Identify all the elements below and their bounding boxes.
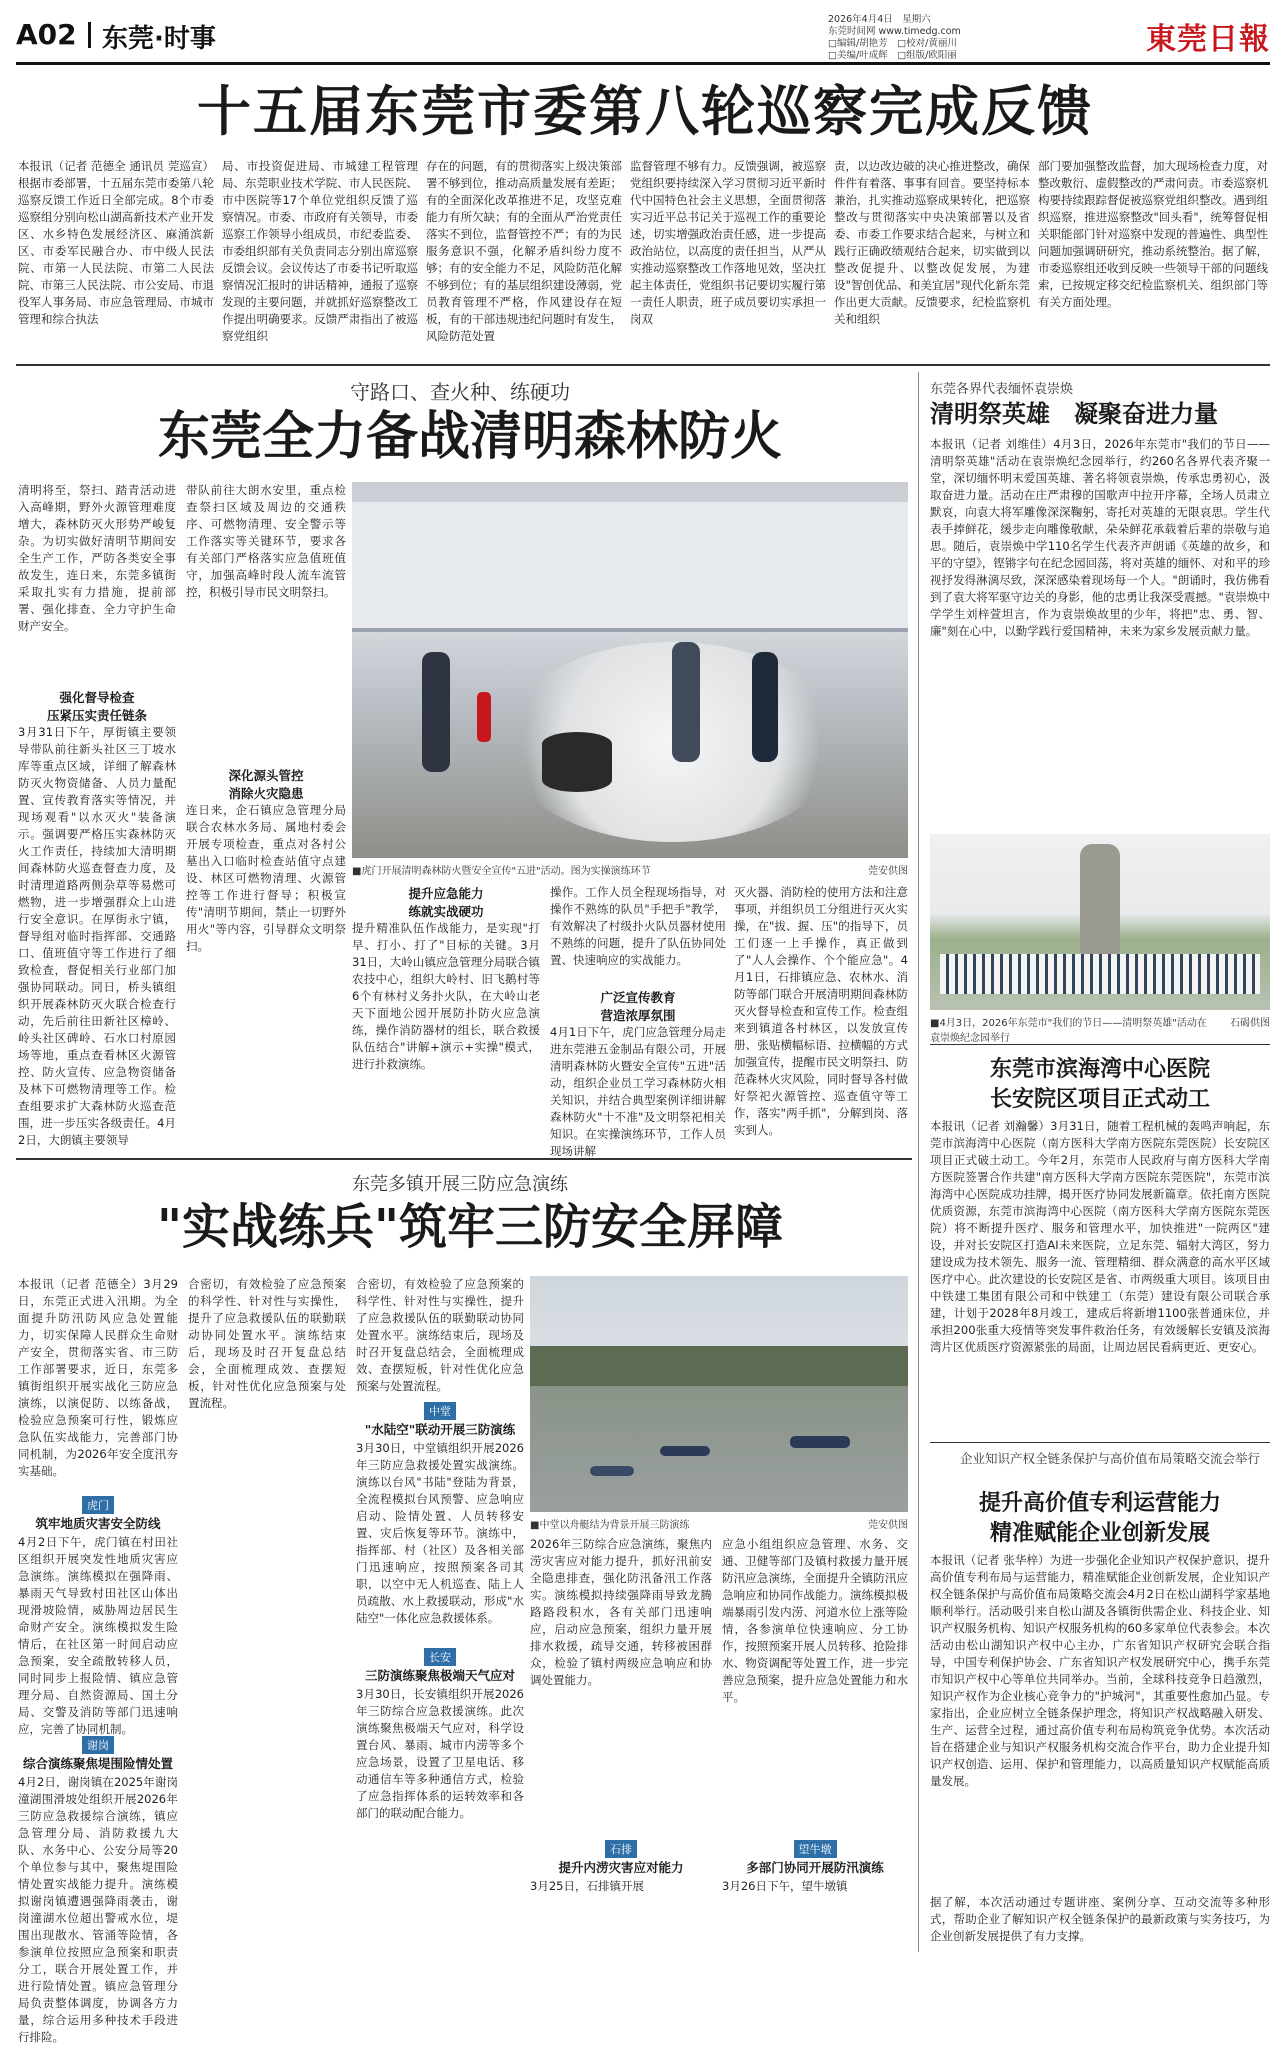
story1-col1: 本报讯（记者 范德全 通讯员 莞巡宣）根据市委部署，十五届东莞市委第八轮巡察反馈工作近日全部完成。8个市委巡察组分别向松山湖高新技术产业开发区、水乡特色发展经济区、麻涌滨新区、市委军民融合办、市中级人民法院、市第一人民法院、市第二人民法院、市第三人民法院、市公安局、市退役军人事务局、市应急管理局、市城市管理和综合执法 [18,159,214,326]
issue-date: 2026年4月4日 星期六 [828,14,931,25]
story6-headline: 提升高价值专利运营能力 精准赋能企业创新发展 [978,1490,1221,1546]
page-code: A02 [16,18,77,51]
story2-col2c: 连日来，企石镇应急管理分局联合农林水务局、属地村委会开展专项检查，重点对各村公墓出入口临时检查站值守点建设、林区可燃物清理、火源管控等工作进行督导；积极宣传"清明节期间，禁止一切野外用火"等内容，引导群众文明祭扫。 [186,803,346,953]
story4-headline: 清明祭英雄 凝聚奋进力量 [930,399,1218,428]
story5-body: 本报讯（记者 刘瀚馨）3月31日，随着工程机械的轰鸣声响起，东莞市滨海湾中心医院（南方医科大学南方医院东莞医院）长安院区项目正式破土动工。今年2月，东莞市人民政府与南方医科大学南方医院签署合作共建"南方医科大学南方医院东莞医院"，东莞市滨海湾中心医院成功挂牌，揭开医疗协同发展新篇章。依托南方医院优质资源，东莞市滨海湾中心医院（南方医科大学南方医院东莞医院）将不断提升医疗、服务和管理水平，加快推进"一院两区"建设，并对长安院区打造AI未来医院，立足东莞、辐射大湾区，努力建设成为技术领先、服务一流、管理精细、群众满意的高水平区域医疗中心。此次建设的长安院区是省、市两级重大项目。该项目由中铁建工集团有限公司和中铁建工（东莞）建设有限公司联合承建，计划于2028年8月竣工，建成后将新增1100张普通床位，并承担200张重大疫情等突发事件救治任务，有效缓解长安镇及滨海湾片区优质医疗资源紧张的局面，让周边居民看病更近、更安心。 [930,1119,1270,1354]
masthead-logo: 東莞日報 [1146,22,1270,57]
tag-humen: 虎门 [82,1496,114,1514]
site-url: 东莞时间网 www.timedg.com [828,26,961,37]
story2-headline: 东莞全力备战清明森林防火 [157,406,782,467]
editor-line: □编辑/胡艳芳 □校对/黄丽川 [828,38,957,49]
story1-col3: 存在的问题，有的贯彻落实上级决策部署不够到位，推动高质量发展有差距；有的全面深化改革推进不足，攻坚克难能力有所欠缺；有的全面从严治党责任落实不到位，监督管控不严；有的为民服务意识不强，化解矛盾纠纷力度不够；有的安全能力不足，风险防范化解不够到位；有的基层组织建设薄弱，党员教育管理不严格，作风建设存在短板，有的干部违规违纪问题时有发生，风险防范处置 [426,159,622,343]
story2-sub1: 强化督导检查 压紧压实责任链条 [46,690,147,723]
story2-col3c: 提升精准队伍作战能力，是实现"打早、打小、打了"目标的关键。3月31日，大岭山镇应急管理分局联合镇农技中心，组织大岭村、旧飞鹅村等6个有林村义务扑火队，在大岭山老天下面地公园开展防扑防火应急演练，操作消防器材的组长，联合救援队伍结合"讲解+演示+实操"模式，进行扑救演练。 [352,921,540,1071]
river-drill-photo [530,1276,908,1512]
tag-zhongtang: 中堂 [424,1402,456,1420]
tag-wangniudun: 望牛墩 [794,1840,837,1858]
section-name: 东莞·时事 [102,24,216,54]
story2-sub3: 提升应急能力 练就实战硬功 [408,886,484,919]
header-rule [16,62,1270,65]
story2-col2b: 带队前往大朗水安里，重点检查祭扫区域及周边的交通秩序、可燃物清理、安全警示等工作落实等关键环节，要求各有关部门严格落实应急值班值守，加强高峰时段人流车流管控，积极引导市民文明祭扫。 [186,483,346,599]
story2-col4c: 4月1日下午，虎门应急管理分局走进东莞港五金制品有限公司，开展清明森林防火暨安全宣传"五进"活动，组织企业员工学习森林防火相关知识，并结合典型案例详细讲解森林防火"十不准"及文明祭祀相关知识。在实操演练环节，工作人员现场讲解 [550,1025,726,1158]
story4-bottom-rule [930,1044,1270,1045]
tag-changan: 长安 [424,1648,456,1666]
story2-kicker: 守路口、查火种、练硬功 [350,380,570,404]
story3-kicker: 东莞多镇开展三防应急演练 [352,1174,568,1195]
story1-headline: 十五届东莞市委第八轮巡察完成反馈 [197,79,1093,143]
person-figure [672,642,700,762]
tag-xiegang: 谢岗 [82,1736,114,1754]
story1-col4: 监督管理不够有力。反馈强调，被巡察党组织要持续深入学习贯彻习近平新时代中国特色社会主义思想，全面贯彻落实习近平总书记关于巡视工作的重要论述，切实增强政治责任感，进一步提高政治站位，以高度的责任担当，从严从实推动巡察整改工作落地见效，坚决扛起主体责任，党组织书记要切实履行第一责任人职责，班子成员要切实承担一岗双 [630,159,826,326]
fire-drill-photo [352,482,908,858]
story4-body: 本报讯（记者 刘维佳）4月3日，2026年东莞市"我们的节日——清明祭英雄"活动在袁崇焕纪念园举行，约260名各界代表齐聚一堂，深切缅怀明末爱国英雄、著名将领袁崇焕，传承忠勇初心，汲取奋进力量。活动在庄严肃穆的国歌声中拉开序幕，全场人员肃立默哀，向袁大将军雕像深深鞠躬，寄托对英雄的无限哀思。学生代表手捧鲜花，缓步走向雕像敬献，朵朵鲜花承载着后辈的崇敬与追思。随后，袁崇焕中学110名学生代表齐声朗诵《英雄的故乡，和平的守望》，铿锵字句在纪念园回荡，将对英雄的缅怀、对和平的珍视抒发得淋漓尽致，深深感染着现场每一个人。"朗诵时，我仿佛看到了袁大将军驱守边关的身影，他的忠勇让我深受震撼。"袁崇焕中学学生刘梓萱坦言，作为袁崇焕故里的少年，将把"忠、勇、智、廉"刻在心中，以勤学践行爱国精神，未来为家乡发展贡献力量。 [930,437,1270,638]
boat-icon [590,1466,634,1476]
story3-tag-zhongtang [356,1400,524,1420]
story6-tail: 据了解，本次活动通过专题讲座、案例分享、互动交流等多种形式，帮助企业了解知识产权全链条保护的最新政策与实务技巧，为企业创新发展提供了有力支撑。 [930,1895,1270,1943]
vertical-divider [918,372,919,1952]
story3-body5: 3月25日，石排镇开展 [530,1879,644,1893]
memorial-photo-credit: 石碣供图 [1230,1018,1270,1029]
story4-kicker: 东莞各界代表缅怀袁崇焕 [930,382,1074,397]
crowd-rows [940,954,1260,994]
section-divider-icon [88,22,91,48]
editor-line-2: □美编/叶成辉 □组版/欧阳丽 [828,50,957,61]
extinguisher-icon [477,692,491,742]
boat-icon [660,1446,710,1456]
story3-col3 [356,1276,524,1396]
treeline [530,1346,908,1386]
fire-photo-caption: ■虎门开展清明森林防火暨安全宣传"五进"活动。图为实操演练环节 [352,866,651,877]
story6-kicker: 企业知识产权全链条保护与高价值布局策略交流会举行 [959,1451,1260,1466]
story5-headline: 东莞市滨海湾中心医院 长安院区项目正式动工 [989,1056,1210,1112]
memorial-photo [930,834,1270,1010]
person-figure [752,652,778,762]
story3-col3-text: 合密切，有效检验了应急预案的科学性、针对性与实操性，提升了应急救援队伍的联勤联动协同处置水平。演练结束后，现场及时召开复盘总结会，全面梳理成效、查摆短板，针对性优化应急预案与处置流程。 [188,1277,346,1410]
story3-sub5: 提升内涝灾害应对能力 [558,1860,684,1875]
story3-body1: 4月2日下午，虎门镇在村田社区组织开展突发性地质灾害应急演练。演练模拟在强降雨、暴雨天气导致村田社区山体出现滑坡险情，威胁周边居民生命财产安全。演练模拟发生险情后，在社区第一时间启动应急预案，安全疏散转移人员，同时同步上报险情、镇应急管理分局、自然资源局、国土分局、交警及消防等部门迅速响应，完善了协同机制。 [18,1535,178,1736]
story3-sec5-text: 2026年三防综合应急演练，聚焦内涝灾害应对能力提升，抓好汛前安全隐患排查，强化防汛备汛工作落实。演练模拟持续强降雨导致龙腾路路段积水，各有关部门迅速响应，启动应急预案，组织力量开展排水救援，疏导交通，转移被困群众，检验了镇村两级应急响应和协调处置能力。 [530,1537,712,1687]
river-photo-credit: 莞安供图 [868,1520,908,1531]
story2-lead: 清明将至，祭扫、踏青活动进入高峰期，野外火源管理难度增大，森林防灭火形势严峻复杂。为切实做好清明节期间安全生产工作，严防各类安全事故发生，连日来，东莞多镇街采取扎实有力措施，提前部署、强化排查、全力守护生命财产安全。 [18,483,176,633]
story1-col2: 局、市投资促进局、市城建工程管理局、东莞职业技术学院、市人民医院、市中医院等17个单位党组织反馈了巡察情况。市委、市政府有关领导，市委巡察工作领导小组成员，市纪委监委、市委组织部有关负责同志分别出席巡察反馈会议。会议传达了市委书记听取巡察情况汇报时的讲话精神，通报了巡察发现的主要问题，并就抓好巡察整改工作提出明确要求。反馈严肃指出了被巡察党组织 [222,159,418,343]
story3-col3-body: 合密切，有效检验了应急预案的科学性、针对性与实操性，提升了应急救援队伍的联勤联动协同处置水平。演练结束后，现场及时召开复盘总结会，全面梳理成效、查摆短板，针对性优化应急预案与处置流程。 [356,1277,524,1393]
story1-col6: 部门要加强整改监督，加大现场检查力度，对整改敷衍、虚假整改的严肃问责。市委巡察机构要持续跟踪督促被巡察党组织整改。遇到组织巡察，推进巡察整改"回头看"，统筹督促相关职能部门针对巡察中发现的普遍性、典型性问题加强调研研究，推动系统整治。据了解，市委巡察组还收到反映一些领导干部的问题线索，已按规定移交纪检监察机关、组织部门等有关方面处理。 [1038,159,1268,309]
story3-body4: 3月30日，长安镇组织开展2026年三防综合应急救援演练。此次演练聚焦极端天气应对，科学设置台风、暴雨、城市内涝等多个应急场景，设置了卫星电话、移动通信车等多种通信方式，检验了应急指挥体系的运转效率和各部门的联动配合能力。 [356,1687,524,1820]
person-figure [422,652,450,772]
story1-bottom-rule [16,364,1270,366]
story3-sub3: "水陆空"联动开展三防演练 [364,1422,516,1437]
story3-body2-a: 4月2日，谢岗镇在2025年谢岗潼湖围滑坡处组织开展2026年三防应急救援综合演练，镇应急管理分局、消防救援九大队、水务中心、公安分局等20个单位参与其中，聚焦堤围险情处置实战能力提升。演练模拟谢岗镇遭遇强降雨袭击，谢岗潼湖水位超出警戒水位，堤围出现散水、管涌等险情，各参演单位按照应急预案和职责分工，联合开展处置工作，并进行险情处置。镇应急管理分局负责整体调度，协调各方力量，综合运用多种技术手段进行排险。 [18,1775,178,2044]
river-photo-caption: ■中堂以舟艇结为背景开展三防演练 [530,1520,690,1531]
story2-col5b: 灭火器、消防栓的使用方法和注意事项，并组织员工分组进行灭火实操，在"拔、握、压"的指导下，员工们逐一上手操作，真正做到了"人人会操作、个个能应急"。4月1日，石排镇应急、农林水、消防等部门联合开展清明期间森林防灭火督导检查和宣传工作。检查组来到镇道各村林区，以发放宣传册、张贴横幅标语、拉横幅的方式加强宣传，提醒市民文明祭扫、防范森林火灾风险，同时督导各村做好祭祀火源管控、巡查值守等工作，落实"两手抓"，分解到岗、落实到人。 [734,885,908,1137]
story3-tag-humen [18,1494,178,1514]
story3-tag-shipai-wrap [530,1838,712,1858]
fire-barrel [542,732,612,792]
memorial-photo-caption: ■4月3日，2026年东莞市"我们的节日——清明祭英雄"活动在袁崇焕纪念园举行 [930,1018,1207,1044]
story3-tag-wangniudun [722,1838,908,1858]
story3-body2-b [188,1276,346,1950]
page-header [16,14,1270,61]
story5-bottom-rule [930,1442,1270,1443]
story2-sub2: 深化源头管控 消除火灾隐患 [228,768,304,801]
story3-tag-changan [356,1646,524,1666]
story2-bottom-rule [16,1158,912,1160]
story3-tag-xiegang [18,1734,178,1754]
story2-col4b: 操作。工作人员全程现场指导，对操作不熟练的队员"手把手"教学，有效解决了村级扑火队员器材使用不熟练的问题，提升了队伍协同处置、快速响应的实战能力。 [550,885,726,967]
statue-shape [1080,844,1120,954]
tag-shipai: 石排 [605,1840,637,1858]
boat-icon [790,1436,850,1448]
story3-sub4: 三防演练聚焦极端天气应对 [364,1668,515,1683]
story6-body: 本报讯（记者 张华梓）为进一步强化企业知识产权保护意识，提升高价值专利布局与运营能力，精准赋能企业创新发展，企业知识产权全链条保护与高价值布局策略交流会4月2日在松山湖科学家基地顺利举行。活动吸引来自松山湖及各镇街供需企业、科技企业、知识产权服务机构、知识产权服务机构的60多家单位代表参会。本次活动由松山湖知识产权中心主办，广东省知识产权研究会联合指导，中国专利保护协会、广东省知识产权发展研究中心，携手东莞市知识产权中心等单位共同举办。当前，全球科技竞争日趋激烈，知识产权作为企业核心竞争力的"护城河"，其重要性愈加凸显。专家指出，企业应树立全链条保护理念，将知识产权战略融入研发、生产、运营全过程，通过高价值专利布局构筑竞争优势。本次活动旨在搭建企业与知识产权服务机构交流合作平台，助力企业提升知识产权创造、运用、保护和管理能力，以高质量知识产权赋能高质量发展。 [930,1553,1270,1788]
story3-headline: "实战练兵"筑牢三防安全屏障 [156,1199,784,1255]
header-meta [828,14,1128,62]
fire-photo-credit: 莞安供图 [868,866,908,877]
story2-col1b: 3月31日下午，厚街镇主要领导带队前往新头社区三丁坡水库等重点区域，详细了解森林防灭火物资储备、人员力量配置、宣传教育落实等情况，并现场观看"以水灭火"装备演示。强调要严格压实森林防灭火工作责任，持续加大清明期间森林防火巡查督查力度，及时清理道路两侧杂草等易燃可燃物，进一步增强群众上山进行安全意识。在厚街永宁镇，督导组对临时指挥部、交通路口、值班值守等工作进行了细致检查，督促相关行业部门加强协同联动。同日，桥头镇组织开展森林防灭火联合检查行动，先后前往田新社区樟岭、岭头社区碑岭、石水口村原园场等地，重点查看林区火源管控、防火宣传、应急物资储备及林下可燃物清理等工作。检查组要求扩大森林防火巡查范围，进一步压实各级责任。4月2日，大朗镇主要领导 [18,725,176,1147]
building-shape [352,502,908,632]
story2-sub4: 广泛宣传教育 营造浓厚氛围 [600,990,676,1023]
story3-sub2: 综合演练聚焦堤围险情处置 [22,1756,173,1771]
story3-sub6: 多部门协同开展防汛演练 [746,1860,884,1875]
story3-lead: 本报讯（记者 范德全）3月29日，东莞正式进入汛期。为全面提升防汛防风应急处置能力，切实保障人民群众生命财产安全，贯彻落实省、市三防工作部署要求，近日，东莞多镇街组织开展实战化三防应急演练，以演促防、以练备战，检验应急预案可行性，锻炼应急队伍实战能力，完善部门协同机制，为2026年安全度汛夯实基础。 [18,1277,178,1478]
story1-col5: 责，以边改边破的决心推进整改，确保件件有着落、事事有回音。要坚持标本兼治，扎实推动巡察成果转化，把巡察整改与贯彻落实中央决策部署以及省委、市委工作要求结合起来，与树立和践行正确政绩观结合起来，切实做到以整改促提升、以整改促发展，为建设"智创优品、和美宜居"现代化新东莞作出更大贡献。反馈要求，纪检监察机关和组织 [834,159,1030,326]
story3-body6: 3月26日下午，望牛墩镇 [722,1879,848,1893]
story3-sub1: 筑牢地质灾害安全防线 [35,1516,161,1531]
story3-col6a: 应急小组组织应急管理、水务、交通、卫健等部门及镇村救援力量开展防汛应急演练，全面提升全镇防汛应急响应和协同作战能力。演练模拟极端暴雨引发内涝、河道水位上涨等险情，各参演单位快速响应、分工协作，按照预案开展人员转移、抢险排水、物资调配等处置工作，进一步完善应急预案，提升应急处置能力和水平。 [722,1537,908,1704]
story3-body3: 3月30日，中堂镇组织开展2026年三防应急救援处置实战演练。演练以台风"书陆"登陆为背景，全流程模拟台风预警、应急响应启动、险情处置、人员转移安置、灾后恢复等环节。演练中，指挥部、村（社区）及各相关部门迅速响应，按照预案各司其职，以空中无人机巡查、陆上人员疏散、水上救援联动，形成"水陆空"一体化应急救援体系。 [356,1441,524,1625]
